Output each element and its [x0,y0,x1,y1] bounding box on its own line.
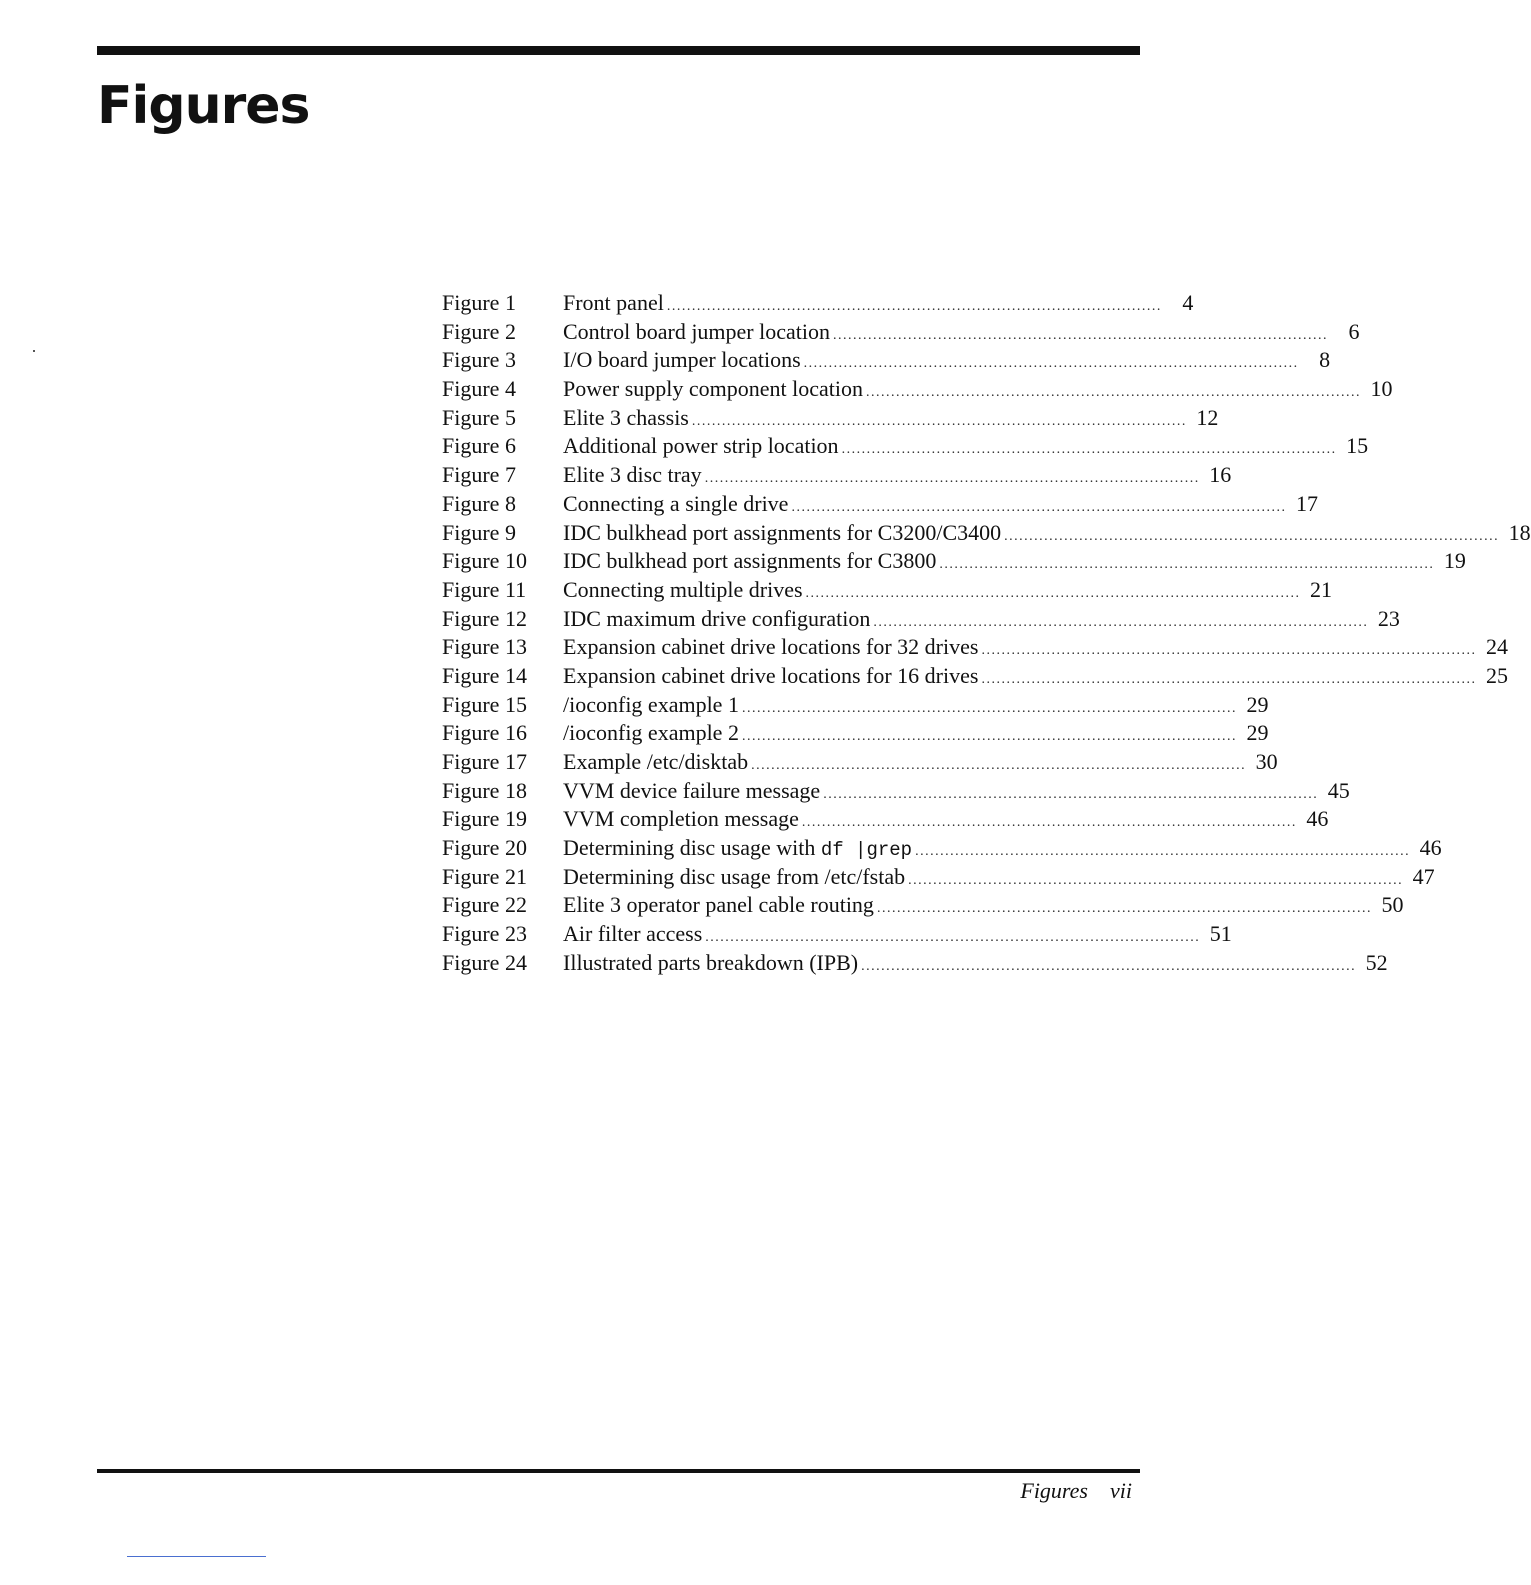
figure-title-text: Expansion cabinet drive locations for 16 drives [563,662,979,688]
figure-title-text: Determining disc usage from /etc/fstab [563,863,906,889]
dot-leader [751,752,1244,781]
figure-title [563,662,978,691]
dot-leader [866,379,1359,408]
figure-title [563,805,799,834]
toc-entry[interactable] [442,805,1329,834]
figure-label: Figure 9 [442,519,516,545]
figure-page-number: 4 [1182,290,1194,315]
figure-title [563,633,978,662]
toc-entry[interactable] [442,719,1269,748]
dot-leader [877,895,1370,924]
toc-entry[interactable] [442,691,1269,720]
figure-label: Figure 18 [442,777,527,803]
figure-page-number: 17 [1295,490,1318,516]
figure-title [563,547,936,576]
toc-entry[interactable] [442,576,1333,605]
figure-title-text: IDC bulkhead port assignments for C3800 [563,548,937,574]
toc-entry[interactable] [442,863,1435,892]
figure-title-text: VVM device failure message [563,777,821,803]
figure-title [563,461,702,490]
figure-title [563,748,748,777]
page-heading: Figures [97,76,310,136]
bottom-rule [97,1469,1140,1473]
figure-label: Figure 20 [442,835,527,861]
top-rule [97,46,1140,55]
figure-label: Figure 24 [442,949,527,975]
toc-entry[interactable] [442,605,1400,634]
dot-leader [806,580,1299,609]
figure-page-number: 12 [1196,404,1219,430]
figure-page-number: 52 [1365,949,1388,975]
figure-page-number: 16 [1209,462,1232,488]
toc-entry[interactable] [442,375,1393,404]
figure-label: Figure 14 [442,662,527,688]
toc-entry[interactable] [442,404,1219,433]
figure-label: Figure 10 [442,548,527,574]
figure-page-number: 46 [1419,835,1442,861]
toc-entry[interactable] [442,289,1194,318]
list-of-figures [442,289,1531,978]
figure-title-text: Air filter access [563,921,703,947]
figure-title-text: IDC maximum drive configuration [563,605,871,631]
figure-title-text: Connecting multiple drives [563,576,803,602]
figure-page-number: 15 [1346,433,1369,459]
figure-title-text: Determining disc usage with [563,835,816,861]
toc-entry[interactable] [442,891,1404,920]
figure-title-text: Elite 3 disc tray [563,462,702,488]
figure-page-number: 8 [1319,347,1331,373]
figure-title-text: Example /etc/disktab [563,749,749,774]
figure-label: Figure 21 [442,863,527,889]
figure-label: Figure 11 [442,576,527,602]
figure-label: Figure 8 [442,490,516,516]
figure-title [563,490,788,519]
figure-title [563,346,801,375]
figure-page-number: 46 [1306,806,1329,832]
figure-title [563,863,905,892]
figure-title [563,576,803,605]
figure-label: Figure 6 [442,433,516,459]
figure-label: Figure 19 [442,806,527,832]
figure-page-number: 21 [1310,576,1333,602]
figure-title [563,691,739,720]
figure-title-text: VVM completion message [563,806,799,832]
figure-title [563,920,702,949]
figure-title-text: Elite 3 chassis [563,404,689,430]
figure-label: Figure 17 [442,749,527,774]
dot-leader [833,322,1326,351]
toc-entry[interactable] [442,777,1350,806]
dot-leader [823,781,1316,810]
toc-entry[interactable] [442,949,1388,978]
figure-label: Figure 16 [442,720,527,746]
figure-title-text: /ioconfig example 2 [563,720,739,746]
figure-page-number: 29 [1246,720,1269,746]
dot-leader [861,953,1354,982]
figure-title-text: Power supply component location [563,376,864,402]
figure-title-text: Control board jumper location [563,318,830,344]
figure-title [563,891,874,920]
dot-leader [1004,523,1497,552]
figure-page-number: 23 [1377,605,1400,631]
figure-title-text: I/O board jumper locations [563,347,801,373]
figure-title-text: Elite 3 operator panel cable routing [563,892,874,918]
figure-title-text: Expansion cabinet drive locations for 32 drives [563,634,979,660]
figure-title-code: df |grep [820,839,913,862]
dot-leader [981,637,1474,666]
figure-label: Figure 2 [442,318,516,344]
figure-page-number: 50 [1381,892,1404,918]
dot-leader [939,551,1432,580]
figure-title [563,719,739,748]
figure-label: Figure 5 [442,404,516,430]
page-footer [1020,1478,1132,1504]
toc-entry[interactable] [442,519,1531,548]
footer-page-number: vii [1110,1478,1132,1503]
toc-entry[interactable] [442,432,1369,461]
figure-label: Figure 12 [442,605,527,631]
dot-leader [804,350,1297,379]
toc-entry[interactable] [442,920,1232,949]
figure-title [563,404,689,433]
dot-leader [908,867,1401,896]
figure-page-number: 30 [1255,749,1278,774]
figure-page-number: 51 [1209,921,1232,947]
figure-page-number: 19 [1443,548,1466,574]
figure-title [563,834,912,865]
figure-page-number: 24 [1485,634,1508,660]
figure-title-text: Additional power strip location [563,433,839,459]
figure-page-number: 6 [1348,318,1360,344]
figure-title [563,318,830,347]
figure-page-number: 25 [1485,662,1508,688]
figure-page-number: 47 [1412,863,1435,889]
figure-title-text: Connecting a single drive [563,490,789,516]
dot-leader [742,723,1235,752]
footer-section: Figures [1020,1478,1088,1503]
scan-speck [33,350,35,352]
figure-title [563,605,870,634]
figure-label: Figure 1 [442,290,516,315]
figure-page-number: 45 [1327,777,1350,803]
figure-label: Figure 4 [442,376,516,402]
figure-title [563,777,820,806]
figure-label: Figure 7 [442,462,516,488]
toc-entry[interactable] [442,547,1466,576]
figure-title [563,432,839,461]
toc-entry[interactable] [442,490,1318,519]
figure-title-text: Front panel [563,290,664,315]
figure-page-number: 29 [1246,691,1269,717]
figure-page-number: 10 [1370,376,1393,402]
dot-leader [981,666,1474,695]
figure-label: Figure 13 [442,634,527,660]
figure-title [563,375,863,404]
toc-entry[interactable] [442,748,1278,777]
dot-leader [842,436,1335,465]
figure-title [563,949,858,978]
toc-entry[interactable] [442,662,1508,691]
scan-mark [127,1556,266,1557]
toc-entry[interactable] [442,461,1232,490]
toc-entry[interactable] [442,346,1331,375]
figure-title [563,289,664,318]
dot-leader [742,695,1235,724]
figure-title [563,519,1001,548]
figure-title-text: Illustrated parts breakdown (IPB) [563,949,859,975]
figure-label: Figure 23 [442,921,527,947]
figure-title-text: /ioconfig example 1 [563,691,739,717]
figure-label: Figure 15 [442,691,527,717]
dot-leader [915,838,1408,867]
figure-title-text: IDC bulkhead port assignments for C3200/C3400 [563,519,1002,545]
figure-page-number: 18 [1508,519,1531,545]
figure-label: Figure 3 [442,347,516,373]
toc-entry[interactable] [442,834,1442,863]
figure-label: Figure 22 [442,892,527,918]
toc-entry[interactable] [442,633,1508,662]
toc-entry[interactable] [442,318,1360,347]
